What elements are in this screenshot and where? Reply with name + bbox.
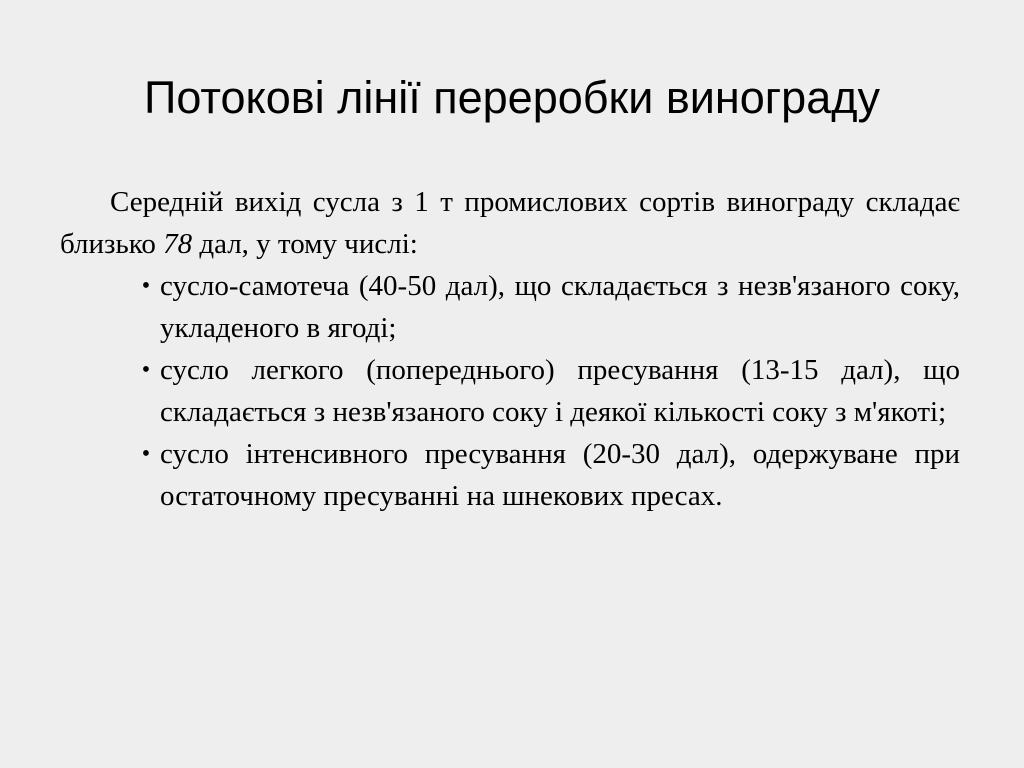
intro-text-after: дал, у тому числі: xyxy=(192,228,418,260)
bullet-text: сусло-самотеча (40-50 дал), що складається з незв'язаного соку, укладеного в ягоді; xyxy=(160,270,960,344)
bullet-item-3 xyxy=(60,433,960,517)
bullet-marker: • xyxy=(141,357,151,383)
bullet-item-2 xyxy=(60,349,960,433)
bullet-text: сусло інтенсивного пресування (20-30 дал), одержуване при остаточному пресуванні на шнекових пресах. xyxy=(160,438,960,512)
intro-text-before: Середній вихід сусла з 1 т промислових сортів винограду складає близько xyxy=(60,186,960,260)
bullet-item-1 xyxy=(60,265,960,349)
intro-number: 78 xyxy=(163,228,193,260)
bullet-marker: • xyxy=(141,441,151,467)
bullet-marker: • xyxy=(141,273,151,299)
bullet-list xyxy=(60,265,960,517)
bullet-text: сусло легкого (попереднього) пресування (13-15 дал), що складається з незв'язаного соку і деякої кількості соку з м'якоті; xyxy=(160,354,960,428)
slide-title: Потокові лінії переробки винограду xyxy=(144,72,880,123)
slide-body xyxy=(60,181,960,517)
intro-paragraph xyxy=(60,181,960,265)
